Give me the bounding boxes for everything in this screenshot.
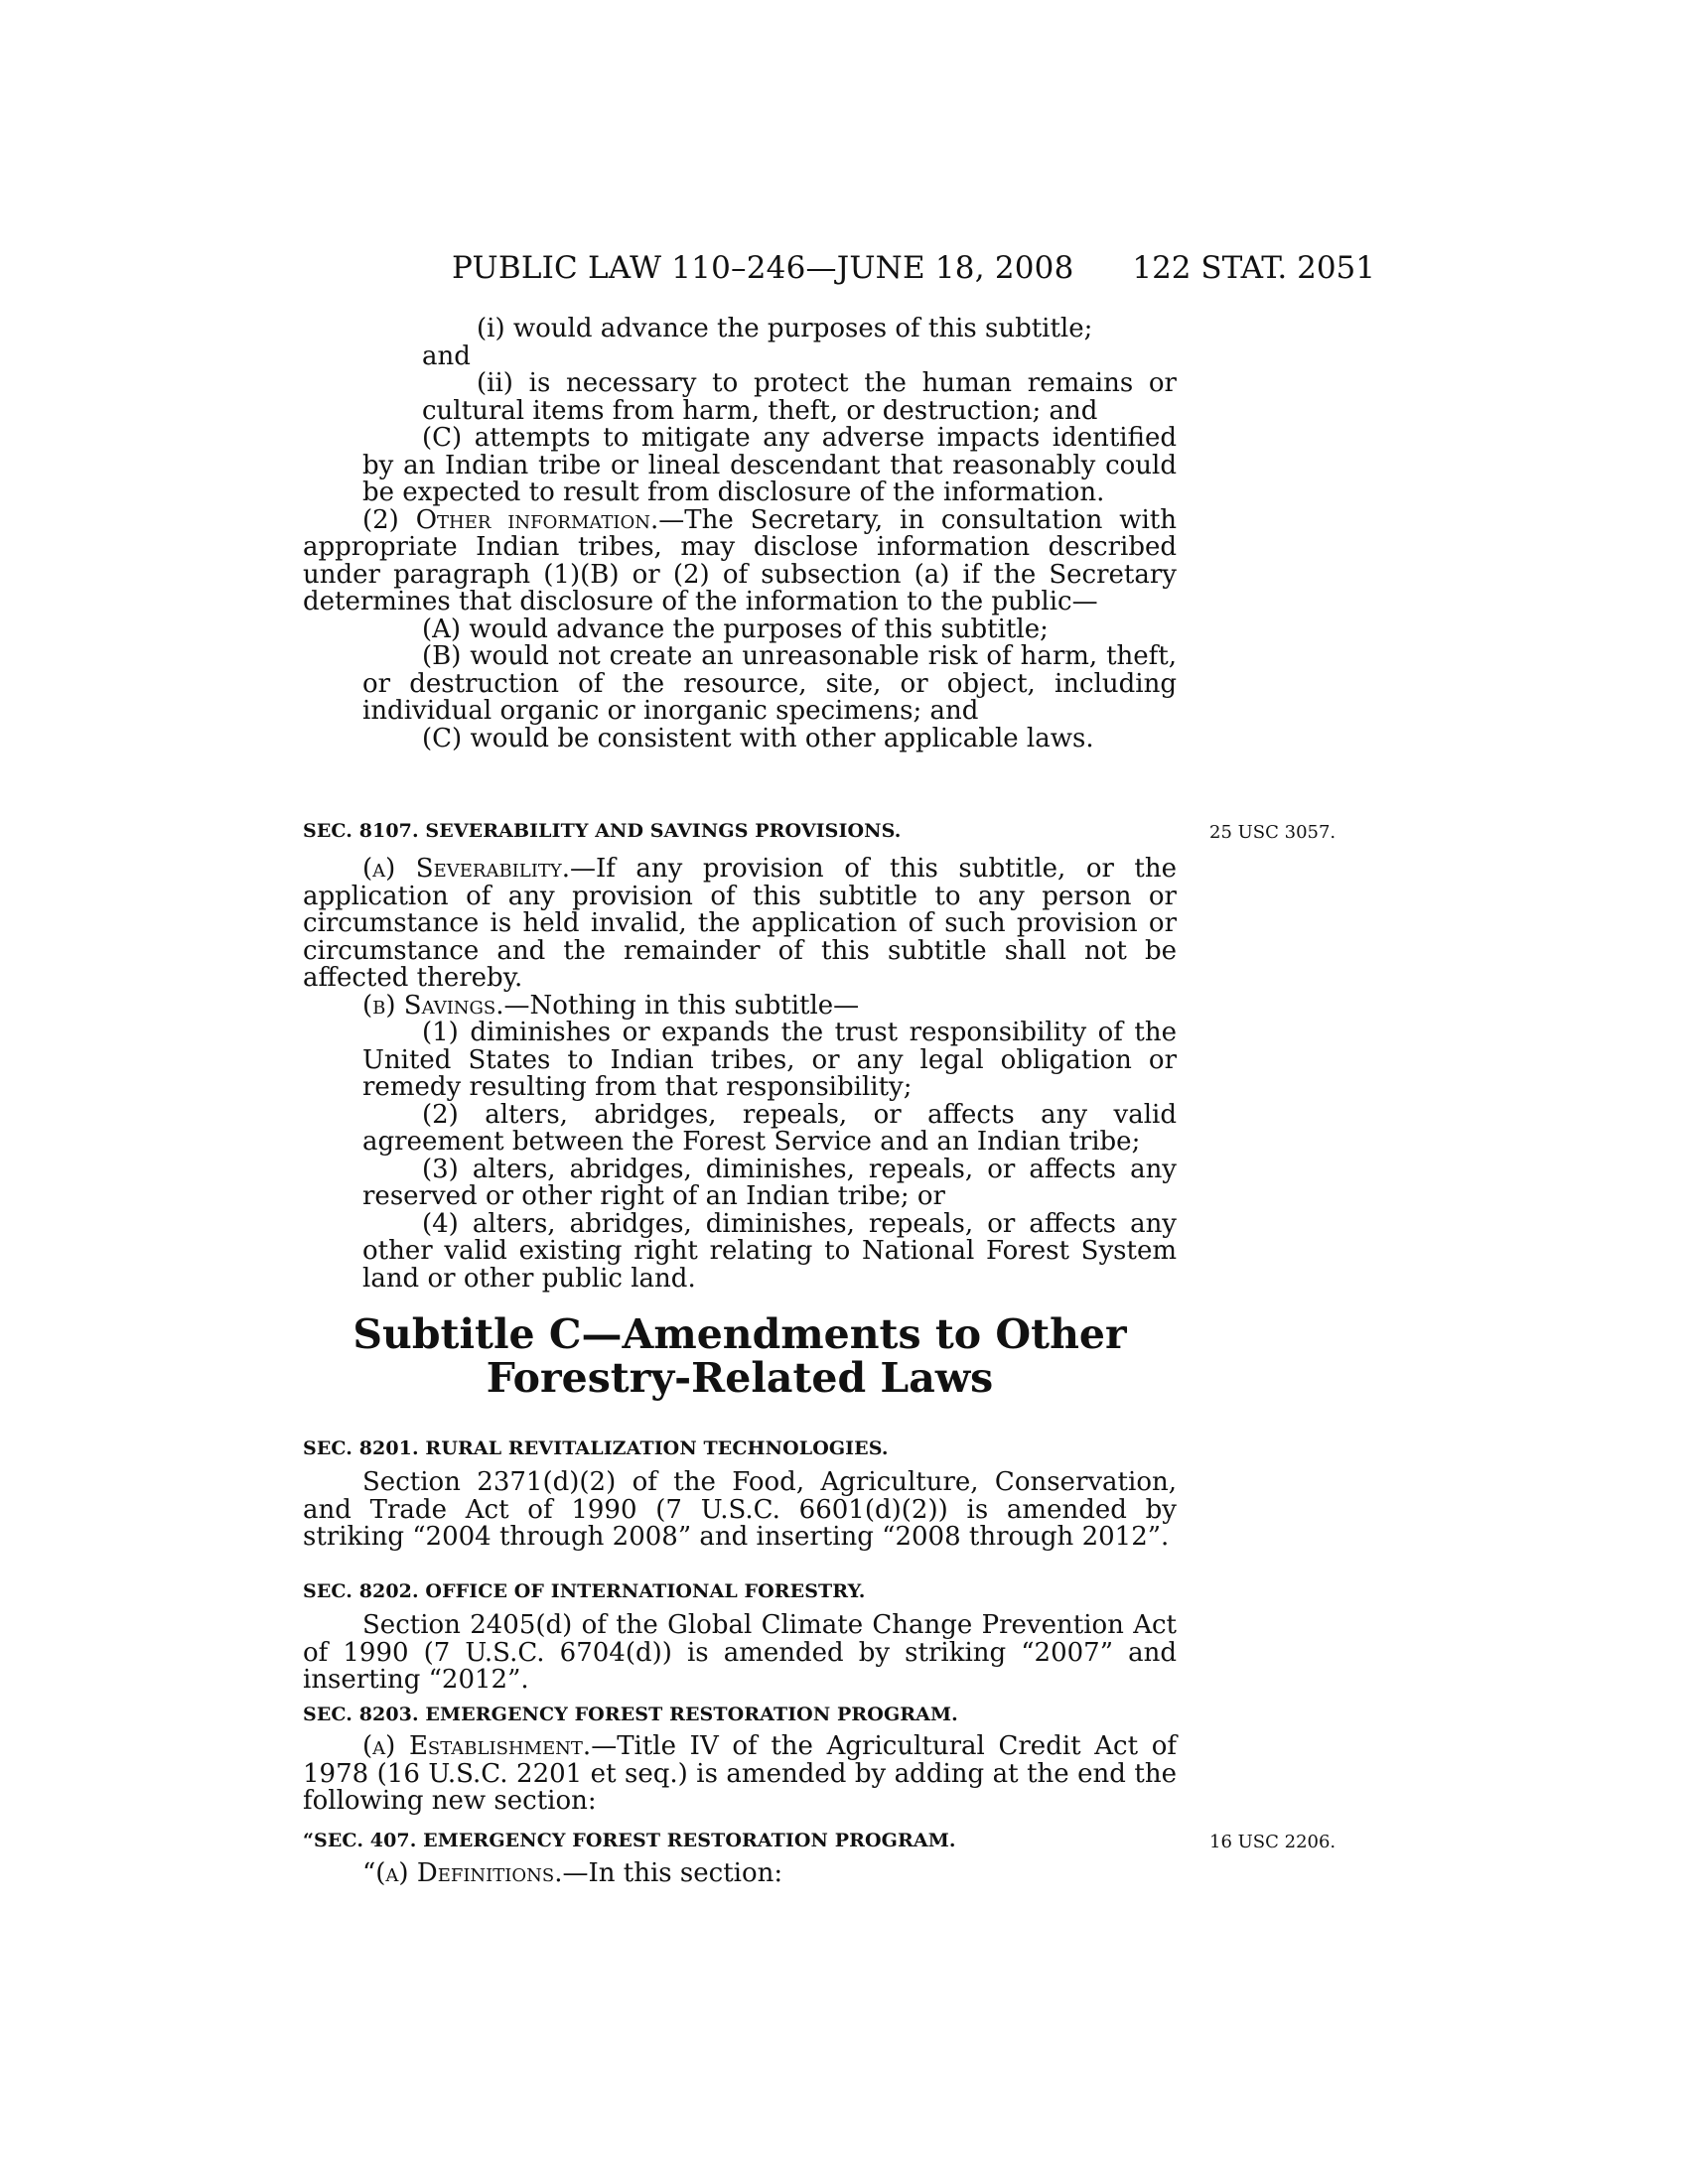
sec-8107-margin-note: 25 USC 3057. xyxy=(1209,822,1336,843)
savings-item-3: (3) alters, abridges, diminishes, repeals, or affects any reserved or other right of an Indian tribe; or xyxy=(362,1154,1177,1211)
savings-item-4: (4) alters, abridges, diminishes, repeals, or affects any other valid existing right relating to National Forest System land or other public land. xyxy=(362,1208,1177,1294)
header-stat-page: 122 STAT. 2051 xyxy=(1132,250,1375,286)
sec-407-body xyxy=(303,1860,1177,1888)
definitions-label: “(a) Definitions. xyxy=(362,1858,563,1888)
paragraph-2-label: (2) Other information. xyxy=(362,504,659,535)
sec-407-margin-note: 16 USC 2206. xyxy=(1209,1832,1336,1852)
savings-text: —Nothing in this subtitle— xyxy=(503,990,860,1021)
sec-8201-body xyxy=(303,1469,1177,1552)
severability-label: (a) Severability. xyxy=(362,854,571,884)
subparagraph-a: (A) would advance the purposes of this subtitle; xyxy=(422,614,1049,644)
severability-paragraph xyxy=(303,856,1177,993)
subtitle-heading xyxy=(303,1312,1177,1400)
sec-8201-heading: SEC. 8201. RURAL REVITALIZATION TECHNOLOGIES. xyxy=(303,1437,889,1459)
subsection-block-1 xyxy=(303,316,1177,752)
sec-407-heading: “SEC. 407. EMERGENCY FOREST RESTORATION PROGRAM. xyxy=(303,1830,956,1851)
sec-8107-heading: SEC. 8107. SEVERABILITY AND SAVINGS PROVISIONS. xyxy=(303,820,902,842)
page-header xyxy=(452,250,1375,290)
sec-8203-heading: SEC. 8203. EMERGENCY FOREST RESTORATION PROGRAM. xyxy=(303,1704,958,1725)
establishment-text: —Title IV of the Agricultural Credit Act of 1978 (16 U.S.C. 2201 et seq.) is amended by adding at the end the following new section: xyxy=(303,1731,1177,1816)
sec-8202-body xyxy=(303,1612,1177,1695)
clause-i-continued: and xyxy=(422,341,471,371)
clause-i: (i) would advance the purposes of this subtitle; xyxy=(477,314,1093,343)
establishment-paragraph xyxy=(303,1733,1177,1816)
definitions-paragraph xyxy=(303,1860,1177,1888)
sec-8202-heading: SEC. 8202. OFFICE OF INTERNATIONAL FORESTRY. xyxy=(303,1580,866,1602)
severability-text: —If any provision of this subtitle, or the application of any provision of this subtitle to any person or circumstance is held invalid, the application of such provision or circumstance and the remainder of this subtitle shall not be affected thereby. xyxy=(303,854,1178,993)
paragraph-2-other-information xyxy=(303,504,1177,616)
subtitle-line-2: Forestry-Related Laws xyxy=(486,1354,994,1402)
sec-8107-body xyxy=(303,856,1177,1293)
savings-label: (b) Savings. xyxy=(362,990,504,1021)
savings-item-1: (1) diminishes or expands the trust responsibility of the United States to Indian tribes, or any legal obligation or remedy resulting from that responsibility; xyxy=(362,1018,1177,1102)
establishment-label: (a) Establishment. xyxy=(362,1731,592,1761)
subparagraph-b: (B) would not create an unreasonable risk of harm, theft, or destruction of the resource, site, or object, including individual organic or inorganic specimens; and xyxy=(362,641,1177,726)
savings-paragraph xyxy=(303,990,1177,1021)
subparagraph-c: (C) attempts to mitigate any adverse impacts identified by an Indian tribe or lineal descendant that reasonably could be expected to result from disclosure of the information. xyxy=(362,423,1177,507)
sec-8202-text: Section 2405(d) of the Global Climate Change Prevention Act of 1990 (7 U.S.C. 6704(d)) is amended by striking “2007” and inserting “2012”. xyxy=(303,1610,1177,1695)
savings-item-2: (2) alters, abridges, repeals, or affects any valid agreement between the Forest Service and an Indian tribe; xyxy=(362,1099,1177,1157)
clause-ii: (ii) is necessary to protect the human remains or cultural items from harm, theft, or destruction; and xyxy=(422,368,1177,426)
subparagraph-c-laws: (C) would be consistent with other applicable laws. xyxy=(422,723,1094,753)
paragraph-2-text: —The Secretary, in consultation with appropriate Indian tribes, may disclose information described under paragraph (1)(B) or (2) of subsection (a) if the Secretary determines that disclosure of the information to the public— xyxy=(303,504,1177,616)
sec-8201-text: Section 2371(d)(2) of the Food, Agriculture, Conservation, and Trade Act of 1990 (7 U.S.C. 6601(d)(2)) is amended by striking “2004 through 2008” and inserting “2008 through 2012”. xyxy=(303,1467,1177,1552)
definitions-text: —In this section: xyxy=(562,1858,783,1888)
sec-8203-body xyxy=(303,1733,1177,1816)
header-citation: PUBLIC LAW 110–246—JUNE 18, 2008 xyxy=(452,250,1074,286)
subtitle-line-1: Subtitle C—Amendments to Other xyxy=(352,1310,1127,1358)
